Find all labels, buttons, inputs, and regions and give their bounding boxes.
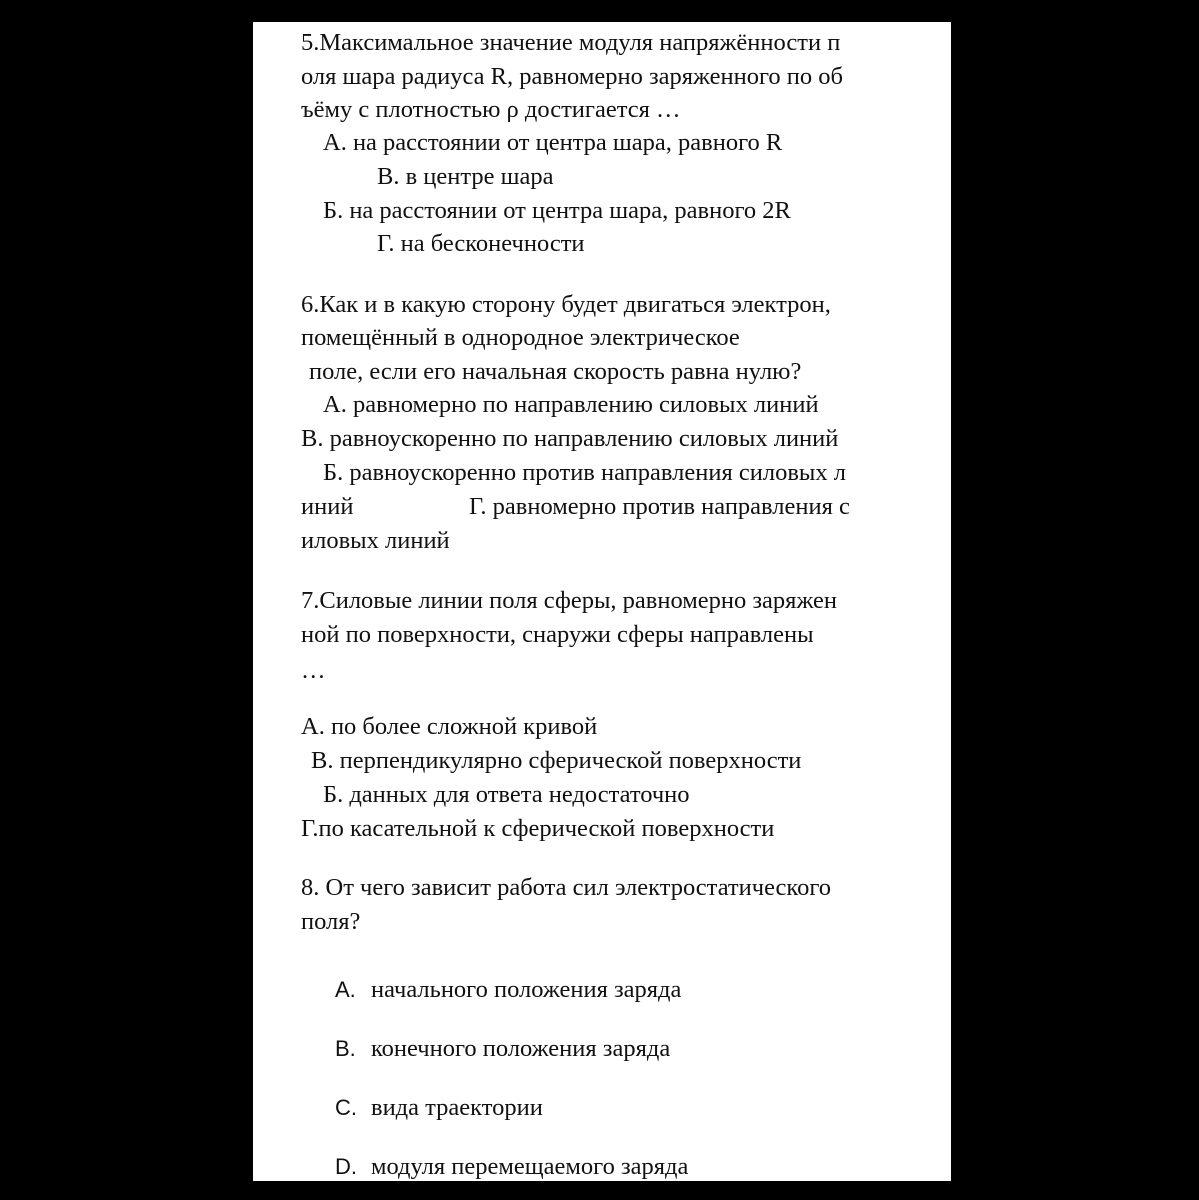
answer-option-g-continued: иловых линий <box>301 527 450 554</box>
answer-option-b: Б. равноускоренно против направления силовых л <box>323 459 846 486</box>
option-text: начального положения заряда <box>371 976 682 1003</box>
option-marker: A. <box>335 977 356 1002</box>
answer-option-v: В. в центре шара <box>377 163 554 190</box>
option-text: конечного положения заряда <box>371 1035 671 1062</box>
question-text-line: 6.Как и в какую сторону будет двигаться электрон, <box>301 291 831 318</box>
answer-option-v: В. перпендикулярно сферической поверхности <box>311 747 802 774</box>
answer-option-v: В. равноускоренно по направлению силовых линий <box>301 425 839 452</box>
answer-option-b: Б. данных для ответа недостаточно <box>323 781 690 808</box>
option-marker: D. <box>335 1154 357 1179</box>
question-text-line: помещённый в однородное электрическое <box>301 324 740 351</box>
answer-option-a: А. на расстоянии от центра шара, равного R <box>323 129 783 156</box>
answer-option-g: Г. равномерно против направления с <box>469 493 850 520</box>
answer-option-a: А. равномерно по направлению силовых линий <box>323 391 819 418</box>
question-text-line: поле, если его начальная скорость равна нулю? <box>309 358 802 385</box>
question-text-line: поля? <box>301 908 361 935</box>
document-page <box>253 22 951 1181</box>
option-marker: B. <box>335 1036 356 1061</box>
question-text-line: … <box>301 657 326 684</box>
answer-option-a: А. по более сложной кривой <box>301 713 598 740</box>
answer-option-g: Г. на бесконечности <box>377 230 585 257</box>
question-text-line: оля шара радиуса R, равномерно заряженного по об <box>301 63 843 90</box>
option-text: вида траектории <box>371 1094 543 1121</box>
answer-option-b: Б. на расстоянии от центра шара, равного 2R <box>323 197 791 224</box>
option-text: модуля перемещаемого заряда <box>371 1153 689 1180</box>
question-text-line: ной по поверхности, снаружи сферы направлены <box>301 621 814 648</box>
option-marker: C. <box>335 1095 357 1120</box>
question-text-line: ъёму с плотностью ρ достигается … <box>301 96 681 123</box>
question-text-line: 8. От чего зависит работа сил электростатического <box>301 874 832 901</box>
question-text-line: 5.Максимальное значение модуля напряжённости п <box>301 29 841 56</box>
question-text-line: 7.Силовые линии поля сферы, равномерно заряжен <box>301 587 838 614</box>
answer-option-g: Г.по касательной к сферической поверхности <box>301 815 775 842</box>
answer-option-b-continued: иний <box>301 493 354 520</box>
